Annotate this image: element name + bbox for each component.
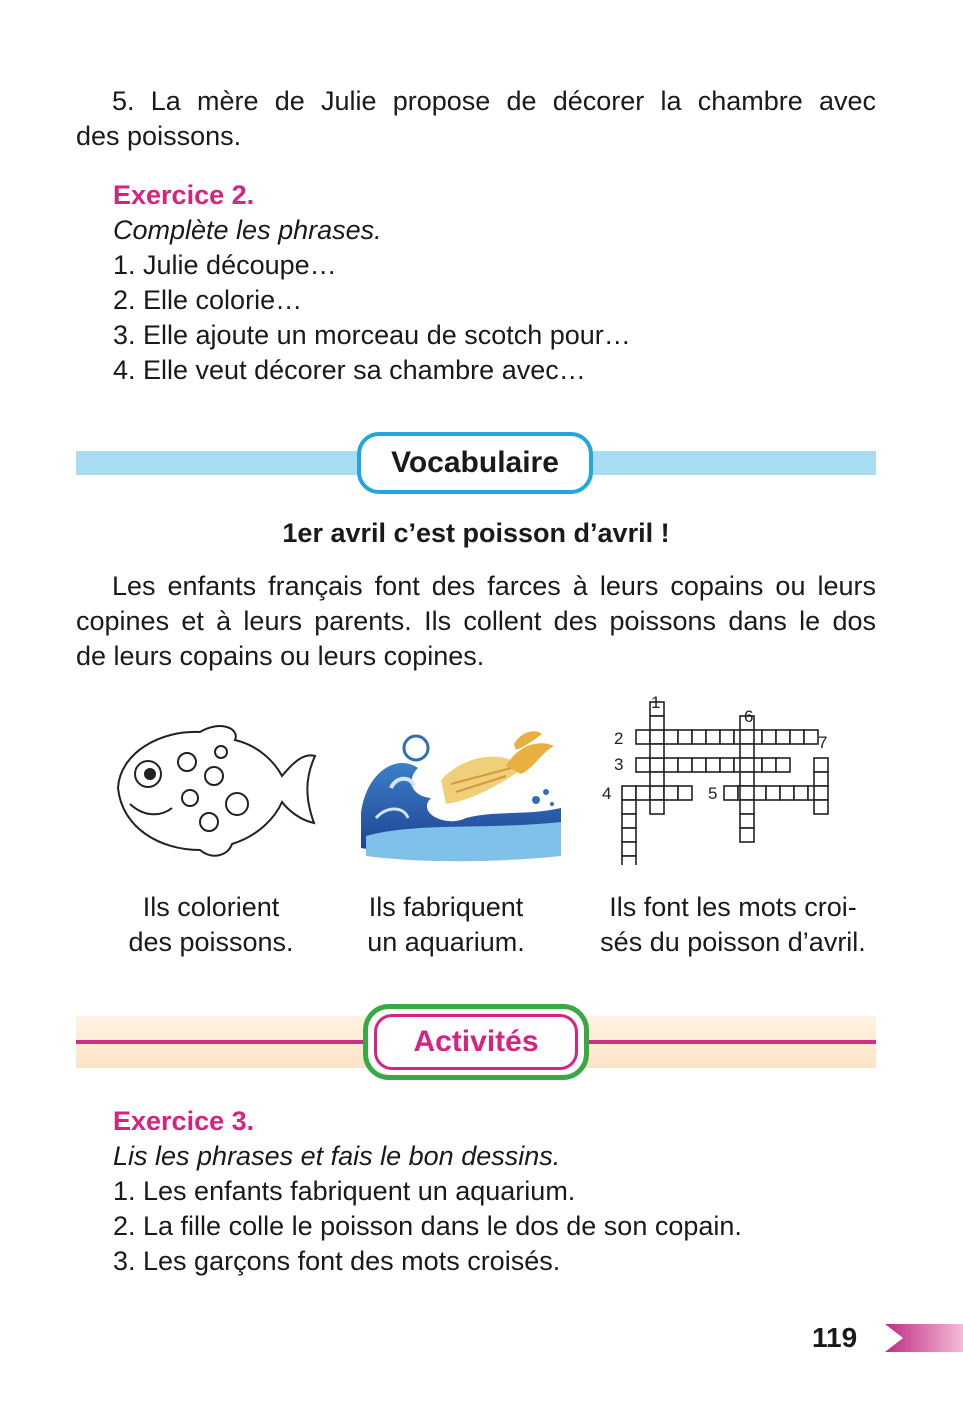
crossword-cell bbox=[664, 758, 678, 772]
crossword-cell bbox=[678, 730, 692, 744]
crossword-cell bbox=[622, 814, 636, 828]
aquarium-illustration bbox=[356, 718, 566, 863]
crossword-cell bbox=[804, 730, 818, 744]
crossword-cell bbox=[740, 758, 754, 772]
crossword-cell bbox=[706, 730, 720, 744]
exercise-2-instruction: Complète les phrases. bbox=[113, 215, 382, 245]
crossword-cell bbox=[692, 730, 706, 744]
caption-1-line-1: Ils colorient bbox=[142, 892, 280, 922]
exercise-2-item: 2. Elle colorie… bbox=[113, 285, 303, 315]
caption-2 bbox=[336, 890, 556, 960]
vocab-heading: 1er avril c’est poisson d’avril ! bbox=[282, 518, 670, 548]
exercise-3-item: 1. Les enfants fabriquent un aquarium. bbox=[113, 1176, 576, 1206]
activities-banner-label bbox=[363, 1004, 589, 1080]
exercise-2-title: Exercice 2. bbox=[113, 180, 255, 210]
vocab-line-2: copines et à leurs parents. Ils collent des poissons dans le dos bbox=[76, 606, 876, 636]
caption-1 bbox=[96, 890, 326, 960]
crossword-cell bbox=[814, 786, 828, 800]
crossword-cell bbox=[692, 758, 706, 772]
caption-2-line-2: un aquarium. bbox=[367, 927, 525, 957]
crossword-cell bbox=[706, 758, 720, 772]
crossword-cell bbox=[766, 786, 780, 800]
crossword-cell bbox=[622, 786, 636, 800]
crossword-number-6: 6 bbox=[744, 707, 754, 726]
crossword-cell bbox=[720, 758, 734, 772]
crossword-cell bbox=[740, 800, 754, 814]
crossword-cell bbox=[622, 856, 636, 865]
crossword-cell bbox=[636, 758, 650, 772]
activities-banner-text: Activités bbox=[374, 1014, 578, 1070]
crossword-cell bbox=[622, 800, 636, 814]
crossword-cell bbox=[650, 744, 664, 758]
intro-line-2: des poissons. bbox=[76, 121, 242, 151]
exercise-2-item: 3. Elle ajoute un morceau de scotch pour… bbox=[113, 320, 631, 350]
crossword-cell bbox=[622, 842, 636, 856]
crossword-cell bbox=[794, 786, 808, 800]
crossword-cell bbox=[814, 772, 828, 786]
exercise-3-instruction: Lis les phrases et fais le bon dessins. bbox=[113, 1141, 561, 1171]
crossword-cell bbox=[780, 786, 794, 800]
crossword-cell bbox=[636, 730, 650, 744]
crossword-cell bbox=[650, 800, 664, 814]
crossword-cell bbox=[740, 814, 754, 828]
crossword-cell bbox=[740, 772, 754, 786]
caption-2-line-1: Ils fabriquent bbox=[368, 892, 524, 922]
crossword-cell bbox=[664, 730, 678, 744]
crossword-number-7: 7 bbox=[818, 733, 828, 752]
crossword-cell bbox=[740, 730, 754, 744]
exercise-2-item: 1. Julie découpe… bbox=[113, 250, 337, 280]
crossword-cell bbox=[740, 828, 754, 842]
vocab-line-3: de leurs copains ou leurs copines. bbox=[76, 641, 485, 671]
crossword-cell bbox=[678, 758, 692, 772]
crossword-cell bbox=[776, 730, 790, 744]
crossword-grid-illustration bbox=[596, 690, 841, 865]
vocab-line-1: Les enfants français font des farces à leurs copains ou leurs bbox=[112, 571, 876, 601]
caption-1-line-2: des poissons. bbox=[128, 927, 294, 957]
crossword-cell bbox=[664, 786, 678, 800]
crossword-cell bbox=[790, 730, 804, 744]
crossword-cell bbox=[814, 758, 828, 772]
exercise-2-item: 4. Elle veut décorer sa chambre avec… bbox=[113, 355, 586, 385]
crossword-cell bbox=[650, 772, 664, 786]
crossword-number-3: 3 bbox=[614, 755, 624, 774]
vocab-paragraph bbox=[76, 569, 876, 674]
exercise-3-title: Exercice 3. bbox=[113, 1106, 255, 1136]
crossword-number-5: 5 bbox=[708, 784, 718, 803]
crossword-number-1: 1 bbox=[651, 693, 661, 712]
caption-3-line-1: Ils font les mots croi- bbox=[609, 892, 857, 922]
crossword-cell bbox=[650, 786, 664, 800]
caption-3 bbox=[580, 890, 886, 960]
exercise-3-item: 2. La fille colle le poisson dans le dos de son copain. bbox=[113, 1211, 742, 1241]
crossword-cell bbox=[814, 800, 828, 814]
crossword-cell bbox=[650, 716, 664, 730]
crossword-cell bbox=[650, 758, 664, 772]
crossword-cell bbox=[650, 730, 664, 744]
crossword-cell bbox=[678, 786, 692, 800]
crossword-cell bbox=[720, 730, 734, 744]
crossword-cell bbox=[740, 744, 754, 758]
intro-paragraph bbox=[76, 84, 876, 154]
crossword-cell bbox=[776, 758, 790, 772]
vocab-banner-label: Vocabulaire bbox=[357, 432, 593, 494]
crossword-number-4: 4 bbox=[602, 784, 612, 803]
crossword-cell bbox=[622, 828, 636, 842]
exercise-3 bbox=[113, 1104, 876, 1279]
page-arrow-icon bbox=[885, 1324, 903, 1352]
crossword-number-2: 2 bbox=[614, 729, 624, 748]
fish-outline-illustration bbox=[100, 718, 320, 863]
crossword-cell bbox=[636, 786, 650, 800]
caption-3-line-2: sés du poisson d’avril. bbox=[600, 927, 866, 957]
crossword-cell bbox=[724, 786, 738, 800]
intro-line-1: 5. La mère de Julie propose de décorer la chambre avec bbox=[112, 86, 876, 116]
crossword-cell bbox=[740, 786, 754, 800]
exercise-3-item: 3. Les garçons font des mots croisés. bbox=[113, 1246, 561, 1276]
page-number: 119 bbox=[812, 1322, 858, 1353]
crossword-cell bbox=[762, 730, 776, 744]
crossword-cell bbox=[762, 758, 776, 772]
exercise-2 bbox=[113, 178, 876, 388]
